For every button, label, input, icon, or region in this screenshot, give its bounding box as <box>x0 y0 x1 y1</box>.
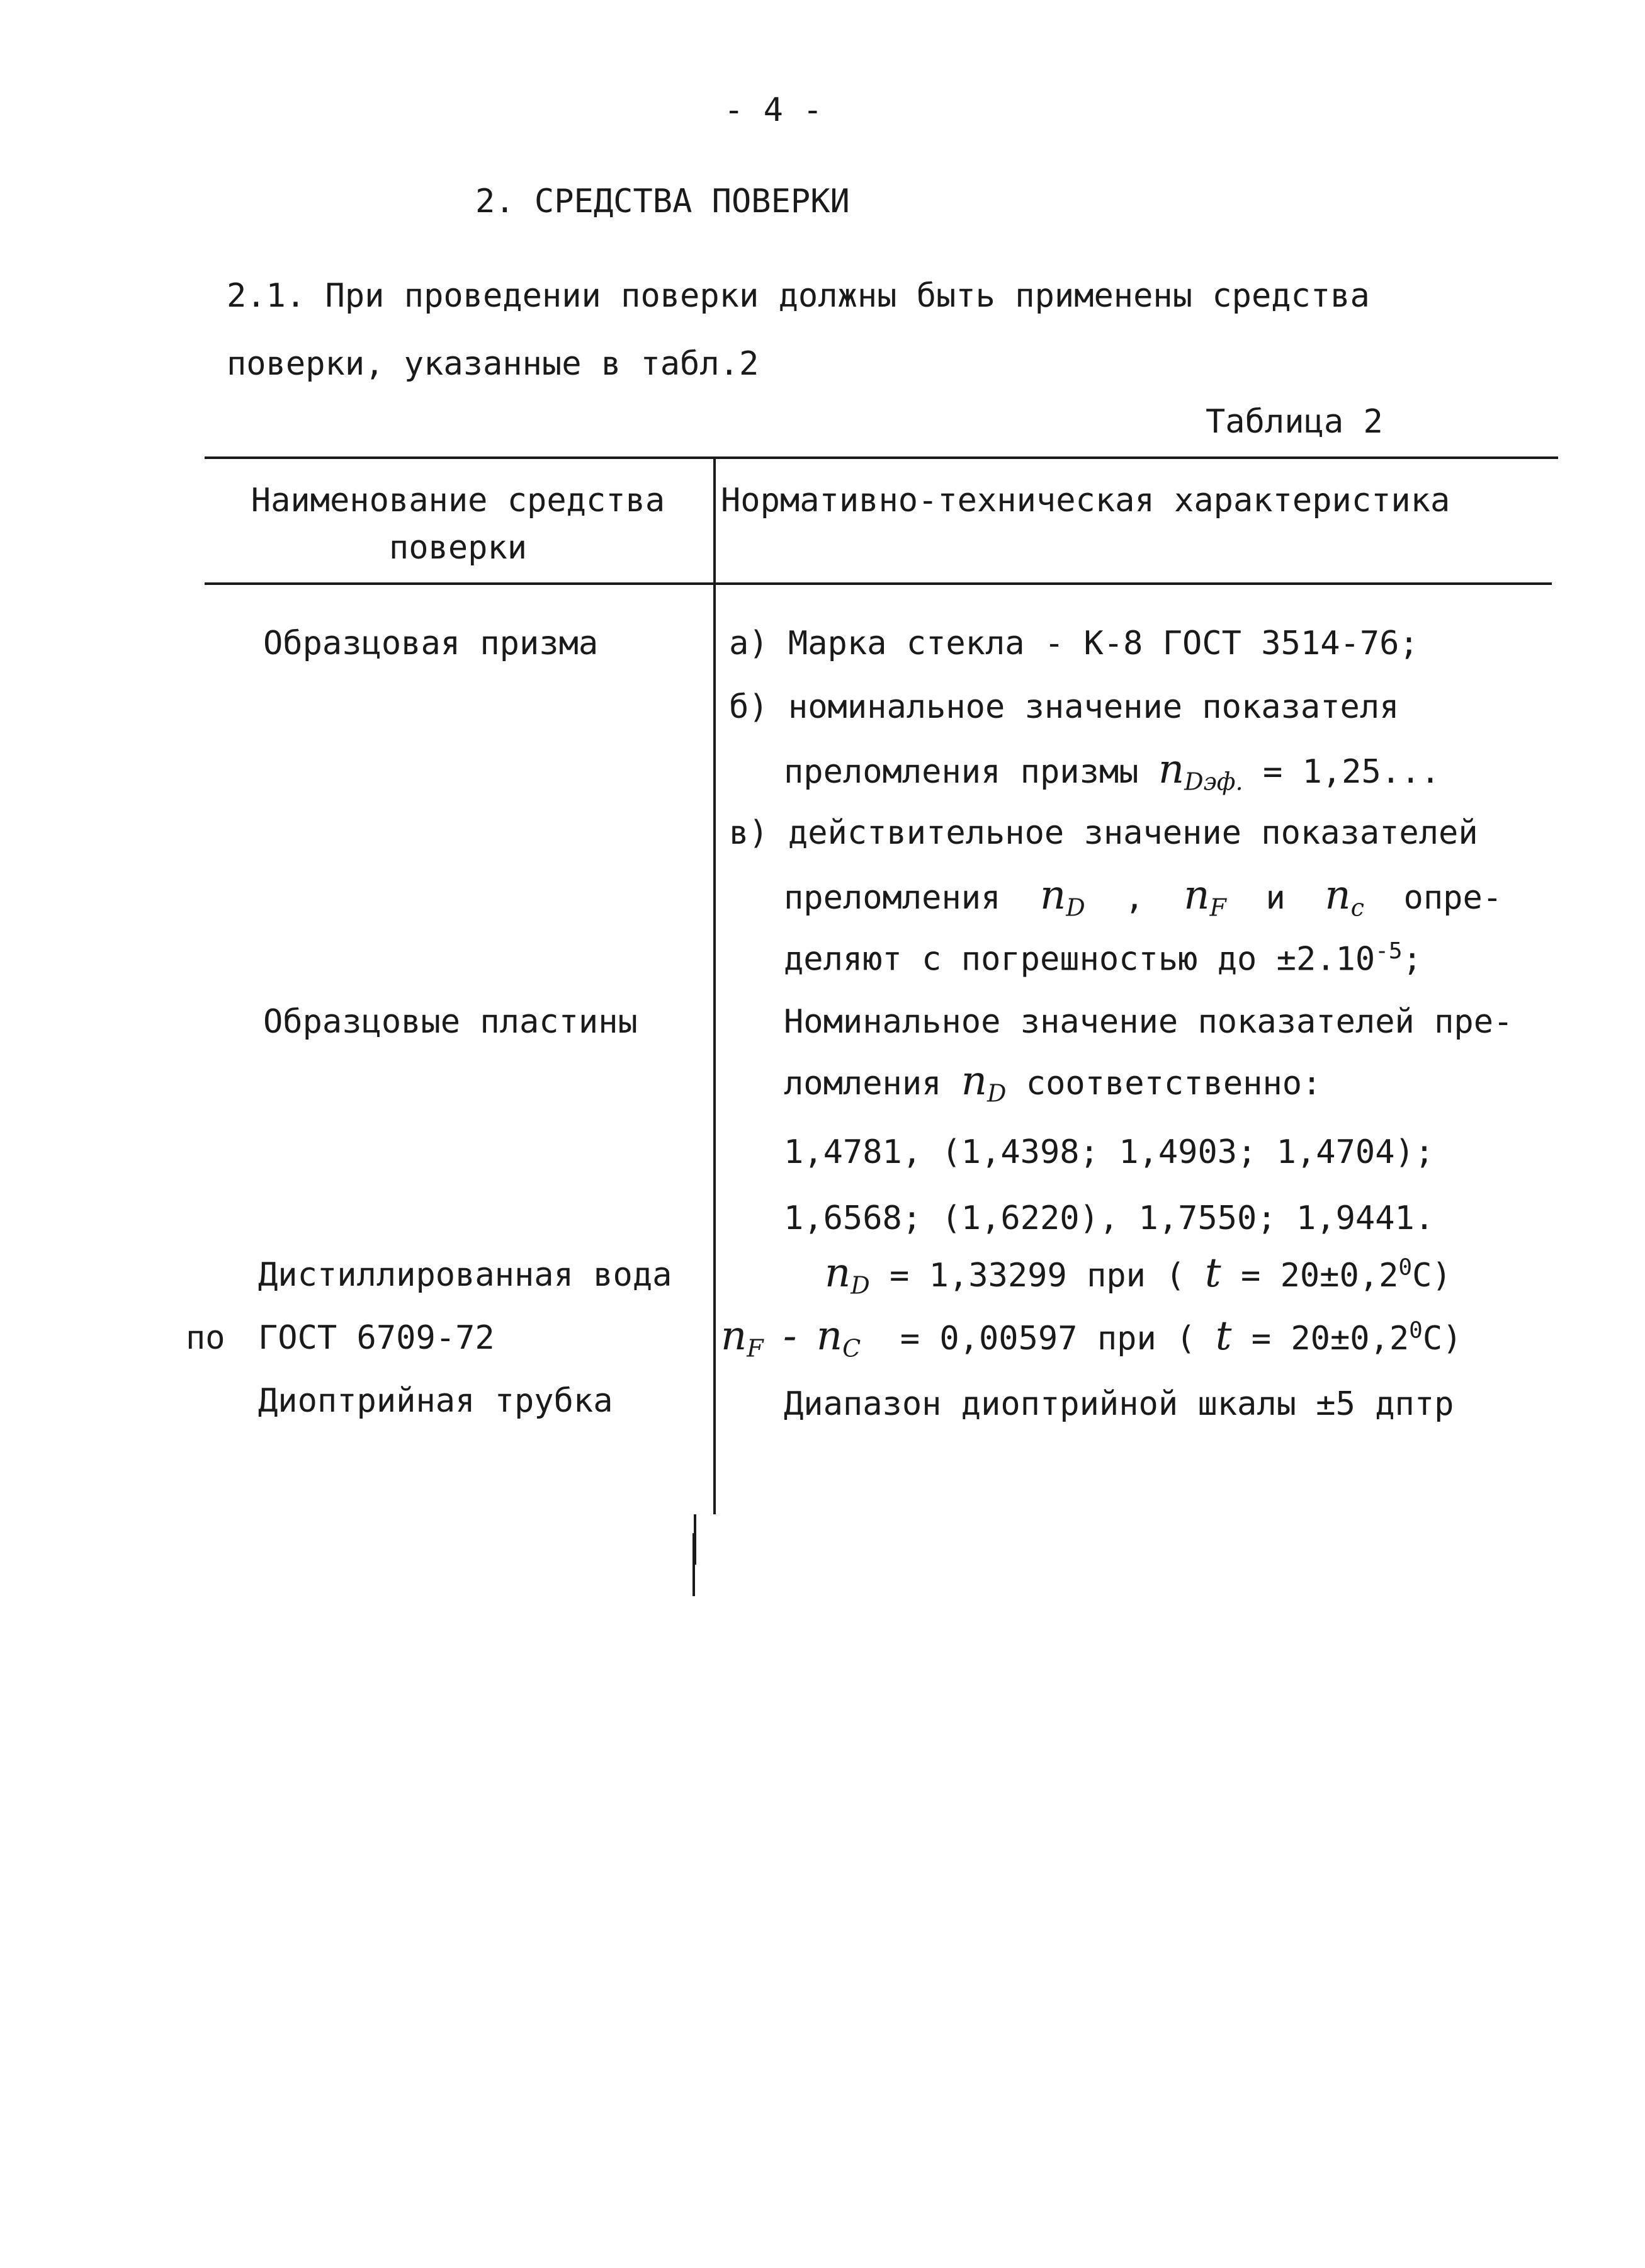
water-2-cond: = 20±0,2 <box>1251 1320 1410 1358</box>
row-prism-v1: в) действительное значение показателей <box>729 814 1478 852</box>
prism-b2-text: преломления призмы <box>784 753 1139 791</box>
row-prism-b1: б) номинальное значение показателя <box>729 688 1399 726</box>
row-water-name-1: Дистиллированная вода <box>258 1256 672 1294</box>
row-water-name-prefix: по <box>186 1319 225 1357</box>
water-1-degree: 0 <box>1398 1254 1413 1281</box>
prism-n-symbol: n <box>1158 746 1185 793</box>
comma: , <box>1124 879 1145 917</box>
paragraph-line-1: 2.1. При проведении поверки должны быть применены средства <box>227 277 1370 315</box>
table-column-divider <box>713 456 716 1514</box>
plates-2-text: ломления <box>784 1065 942 1103</box>
prism-v2-text: преломления <box>784 879 1001 917</box>
page-number: - 4 - <box>724 91 823 129</box>
table-column-divider-lower-2 <box>692 1533 695 1596</box>
water-nC-symbol: n <box>816 1313 843 1359</box>
water-2-t: t <box>1215 1313 1232 1359</box>
row-prism-a: а) Марка стекла - К-8 ГОСТ 3514-76; <box>729 625 1419 662</box>
plates-2-end: соответственно: <box>1026 1065 1322 1103</box>
nD-symbol: n <box>1040 872 1066 919</box>
table-top-rule <box>205 456 1558 459</box>
header-col1-line1: Наименование средства <box>251 482 665 519</box>
row-prism-v2 <box>784 872 1502 921</box>
water-nD-symbol: n <box>825 1250 851 1296</box>
water-nD-subscript: D <box>851 1271 870 1300</box>
row-plates-name: Образцовые пластины <box>263 1003 638 1041</box>
water-nF-symbol: n <box>721 1313 747 1359</box>
prism-v3-exponent: -5 <box>1375 938 1403 964</box>
row-plates-3: 1,4781, (1,4398; 1,4903; 1,4704); <box>784 1133 1435 1171</box>
table-header-rule <box>205 582 1552 585</box>
row-plates-4: 1,6568; (1,6220), 1,7550; 1,9441. <box>784 1199 1435 1237</box>
table-caption: Таблица 2 <box>1206 403 1383 441</box>
row-prism-b2 <box>784 746 1440 795</box>
prism-v2-end: опре- <box>1403 879 1503 917</box>
row-water-name-2: ГОСТ 6709-72 <box>258 1319 495 1357</box>
water-2-degree: 0 <box>1409 1317 1423 1344</box>
nC-symbol: n <box>1325 872 1351 919</box>
paragraph-line-2: поверки, указанные в табл.2 <box>227 345 759 383</box>
prism-b2-value: = 1,25... <box>1262 753 1440 791</box>
nD-subscript: D <box>1066 893 1085 922</box>
water-1-cond: = 20±0,2 <box>1240 1257 1399 1295</box>
nC-subscript: c <box>1350 893 1364 922</box>
row-water-1 <box>825 1250 1452 1299</box>
header-col2: Нормативно-техническая характеристика <box>721 482 1450 519</box>
row-plates-2 <box>784 1058 1321 1107</box>
minus-sign: - <box>783 1313 797 1359</box>
water-nF-subscript: F <box>747 1334 764 1363</box>
water-2-end: C) <box>1422 1320 1462 1358</box>
water-1-end: C) <box>1412 1257 1452 1295</box>
row-prism-v3 <box>784 938 1422 978</box>
row-tube-name: Диоптрийная трубка <box>258 1382 613 1420</box>
row-tube-1: Диапазон диоптрийной шкалы ±5 дптр <box>784 1385 1454 1423</box>
row-plates-1: Номинальное значение показателей пре- <box>784 1003 1513 1041</box>
plates-nD-symbol: n <box>961 1058 987 1104</box>
water-1-t: t <box>1204 1250 1221 1296</box>
water-2-value: = 0,00597 при ( <box>900 1320 1196 1358</box>
nF-symbol: n <box>1184 872 1210 919</box>
prism-v3-end: ; <box>1402 940 1422 978</box>
header-col1-line2: поверки <box>388 529 528 567</box>
row-prism-name: Образцовая призма <box>263 625 599 662</box>
and-word: и <box>1265 879 1286 917</box>
water-nC-subscript: C <box>842 1334 861 1363</box>
section-title: 2. СРЕДСТВА ПОВЕРКИ <box>475 183 850 220</box>
water-1-value: = 1,33299 при ( <box>890 1257 1185 1295</box>
nF-subscript: F <box>1209 893 1226 922</box>
plates-nD-subscript: D <box>986 1079 1007 1108</box>
prism-v3-text: деляют с погрешностью до ±2.10 <box>784 940 1376 978</box>
row-water-2 <box>721 1313 1462 1362</box>
prism-n-subscript: Dэф. <box>1184 768 1243 796</box>
